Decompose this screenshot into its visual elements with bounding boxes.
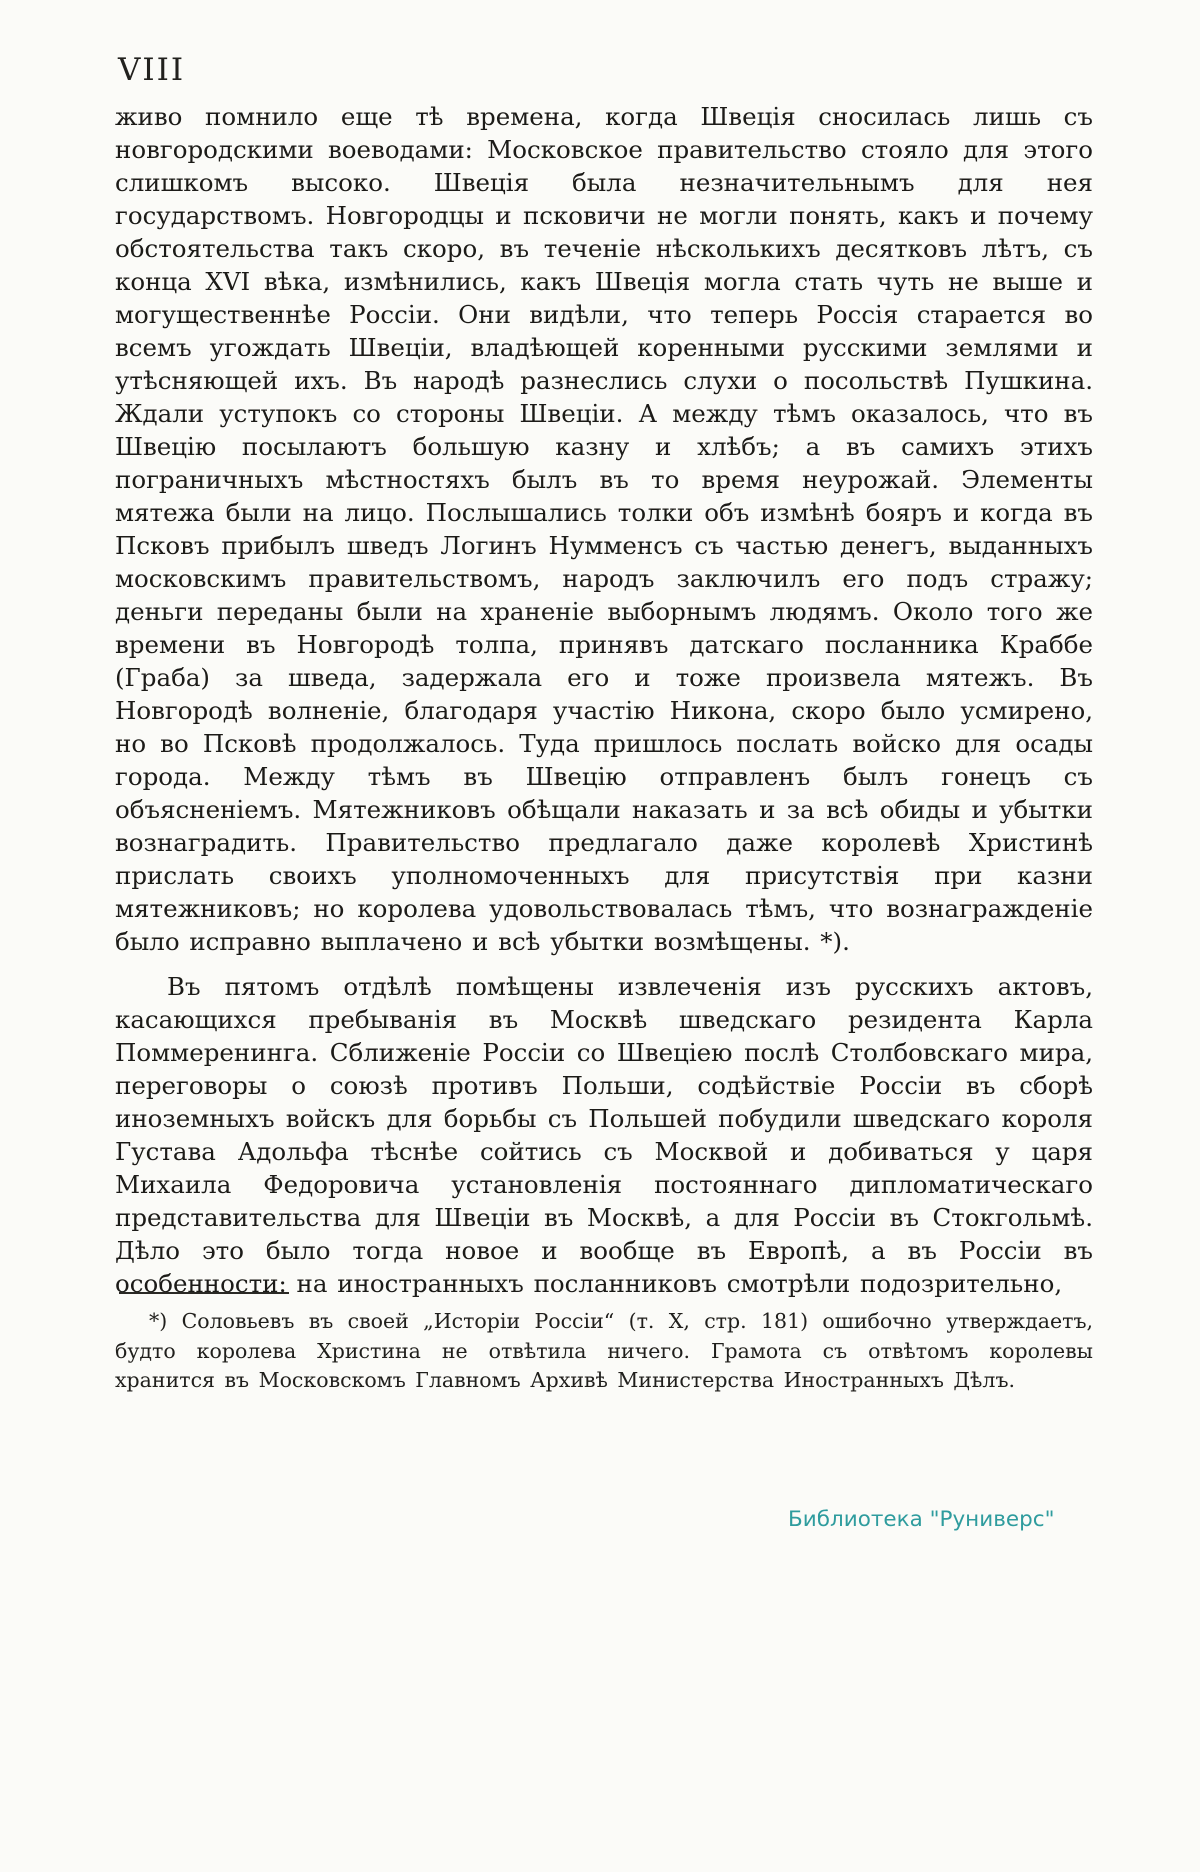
footnote-divider xyxy=(119,1292,289,1294)
body-text xyxy=(115,100,1093,1300)
page-number: VIII xyxy=(118,52,186,88)
library-watermark: Библиотека "Руниверс" xyxy=(788,1507,1055,1532)
footnote-text: *) Соловьевъ въ своей „Исторіи Россіи“ (т. X, стр. 181) ошибочно утверждаетъ, будто королева Христина не отвѣтила ничего. Грамота съ отвѣтомъ королевы хранится въ Московскомъ Главномъ Архивѣ Министерства Иностранныхъ Дѣлъ. xyxy=(115,1309,1093,1392)
paragraph: Въ пятомъ отдѣлѣ помѣщены извлеченія изъ русскихъ актовъ, касающихся пребыванія въ Москвѣ шведскаго резидента Карла Поммеренинга. Сближеніе Россіи со Швеціею послѣ Столбовскаго мира, переговоры о союзѣ противъ Польши, содѣйствіе Россіи въ сборѣ иноземныхъ войскъ для борьбы съ Польшей побудили шведскаго короля Густава Адольфа тѣснѣе сойтись съ Москвой и добиваться у царя Михаила Федоровича установленія постояннаго дипломатическаго представительства для Швеціи въ Москвѣ, а для Россіи въ Стокгольмѣ. Дѣло это было тогда новое и вообще въ Европѣ, а въ Россіи въ особенности: на иностранныхъ посланниковъ смотрѣли подозрительно, xyxy=(115,972,1093,1298)
footnote-section xyxy=(115,1292,1093,1396)
paragraph: живо помнило еще тѣ времена, когда Швеція сносилась лишь съ новгородскими воеводами: Московское правительство стояло для этого слишкомъ высоко. Швеція была незначительнымъ для нея государствомъ. Новгородцы и псковичи не могли понять, какъ и почему обстоятельства такъ скоро, въ теченіе нѣсколькихъ десятковъ лѣтъ, съ конца XVI вѣка, измѣнились, какъ Швеція могла стать чуть не выше и могущественнѣе Россіи. Они видѣли, что теперь Россія старается во всемъ угождать Швеціи, владѣющей коренными русскими землями и утѣсняющей ихъ. Въ народѣ разнеслись слухи о посольствѣ Пушкина. Ждали уступокъ со стороны Швеціи. А между тѣмъ оказалось, что въ Швецію посылаютъ большую казну и хлѣбъ; а въ самихъ этихъ пограничныхъ мѣстностяхъ былъ въ то время неурожай. Элементы мятежа были на лицо. Послышались толки объ измѣнѣ бояръ и когда въ Псковъ прибылъ шведъ Логинъ Нумменсъ съ частью денегъ, выданныхъ московскимъ правительствомъ, народъ заключилъ его подъ стражу; деньги переданы были на храненіе выборнымъ людямъ. Около того же времени въ Новгородѣ толпа, принявъ датскаго посланника Краббе (Граба) за шведа, задержала его и тоже произвела мятежъ. Въ Новгородѣ волненіе, благодаря участію Никона, скоро было усмирено, но во Псковѣ продолжалось. Туда пришлось послать войско для осады города. Между тѣмъ въ Швецію отправленъ былъ гонецъ съ объясненіемъ. Мятежниковъ обѣщали наказать и за всѣ обиды и убытки вознаградить. Правительство предлагало даже королевѣ Христинѣ прислать своихъ уполномоченныхъ для присутствія при казни мятежниковъ; но королева удовольствовалась тѣмъ, что вознагражденіе было исправно выплачено и всѣ убытки возмѣщены. *). xyxy=(115,102,1093,956)
